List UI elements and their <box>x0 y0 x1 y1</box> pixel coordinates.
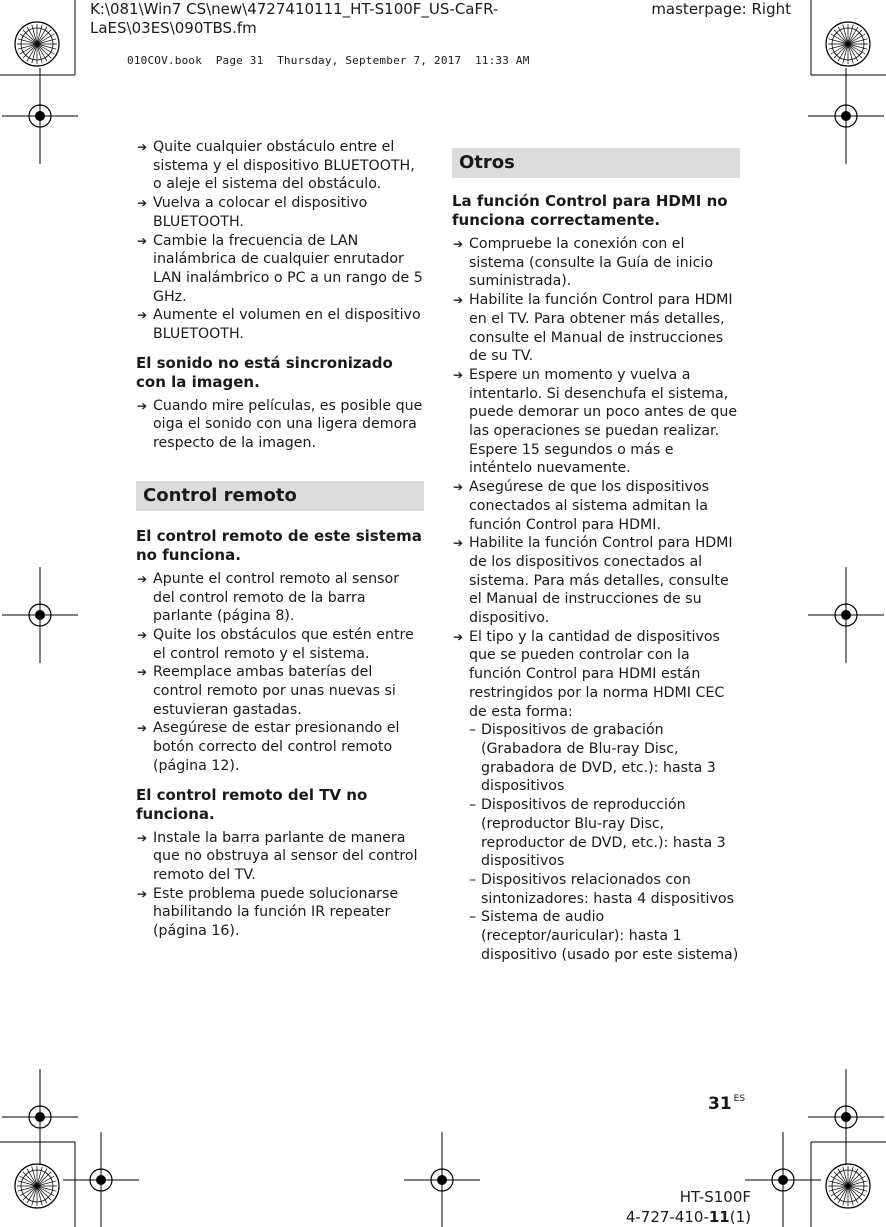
list-item <box>136 138 424 194</box>
list-item <box>469 796 740 871</box>
list-item <box>136 719 424 775</box>
footer-code <box>626 1207 751 1227</box>
list-item-text: Apunte el control remoto al sensor del control remoto de la barra parlante (página 8). <box>153 570 400 625</box>
section-title-otros: Otros <box>452 148 740 178</box>
hdmi-list <box>452 235 740 964</box>
sync-list <box>136 397 424 453</box>
list-item <box>136 829 424 885</box>
list-item-text: Instale la barra parlante de manera que no obstruya al sensor del control remoto del TV. <box>153 829 418 883</box>
list-item <box>469 871 740 908</box>
registration-crosshair-icon <box>2 1069 78 1165</box>
list-item <box>136 194 424 231</box>
registration-rosette-icon <box>826 22 870 66</box>
remote-heading-2: El control remoto del TV no funciona. <box>136 785 368 823</box>
list-item-text: Quite los obstáculos que estén entre el control remoto y el sistema. <box>153 626 414 662</box>
arrow-icon: ➔ <box>137 627 148 642</box>
remote-list-2 <box>136 829 424 941</box>
arrow-icon: ➔ <box>137 398 148 413</box>
list-item-text: Asegúrese de estar presionando el botón correcto del control remoto (página 12). <box>153 720 400 774</box>
list-item-text: Este problema puede solucionarse habilitando la función IR repeater (página 16). <box>153 885 399 940</box>
list-item-text: Sistema de audio (receptor/auricular): hasta 1 dispositivo (usado por este sistema) <box>481 909 739 963</box>
arrow-icon: ➔ <box>453 480 464 495</box>
arrow-icon: ➔ <box>137 571 148 586</box>
intro-list <box>136 138 424 344</box>
list-item <box>452 291 740 366</box>
header-masterpage: masterpage: Right <box>651 0 791 18</box>
list-item <box>452 235 740 291</box>
arrow-icon: ➔ <box>137 140 148 154</box>
list-item-text: Dispositivos de reproducción (reproductor Blu-ray Disc, reproductor de DVD, etc.): hasta 3 dispositivos <box>481 797 726 870</box>
list-item <box>452 534 740 628</box>
registration-rosette-icon <box>15 1164 59 1208</box>
arrow-icon: ➔ <box>453 293 464 308</box>
list-item-text: Dispositivos relacionados con sintonizadores: hasta 4 dispositivos <box>481 871 734 907</box>
registration-crosshair-icon <box>808 68 884 164</box>
left-column <box>136 138 424 941</box>
arrow-icon: ➔ <box>453 629 464 644</box>
sync-heading: El sonido no está sincronizado con la imagen. <box>136 353 393 391</box>
registration-rosette-icon <box>826 1164 870 1208</box>
footer-code-prefix: 4-727-410- <box>625 1208 709 1226</box>
registration-crosshair-icon <box>404 1132 480 1227</box>
remote-heading-1: El control remoto de este sistema no funciona. <box>136 526 422 564</box>
footer <box>626 1187 751 1227</box>
arrow-icon: ➔ <box>137 721 148 736</box>
registration-rosette-icon <box>15 22 59 66</box>
list-item-text: Habilite la función Control para HDMI en el TV. Para obtener más detalles, consulte el Manual de instrucciones de su TV. <box>469 292 733 365</box>
list-item <box>452 628 740 965</box>
right-column <box>452 138 740 964</box>
dash-bullet: – <box>469 797 477 814</box>
hdmi-heading: La función Control para HDMI no funciona correctamente. <box>452 192 728 229</box>
arrow-icon: ➔ <box>137 233 148 248</box>
arrow-icon: ➔ <box>137 830 148 845</box>
page-number-value: 31 <box>708 1094 732 1114</box>
list-item <box>469 721 740 796</box>
registration-crosshair-icon <box>808 567 884 663</box>
registration-crosshair-icon <box>2 68 78 164</box>
footer-code-suffix: (1) <box>729 1208 751 1226</box>
list-item-text: Compruebe la conexión con el sistema (consulte la Guía de inicio suministrada). <box>469 236 713 290</box>
list-item-text: Habilite la función Control para HDMI de los dispositivos conectados al sistema. Para más detalles, consulte el Manual de instrucciones de su dispositivo. <box>469 535 733 627</box>
list-item <box>452 478 740 534</box>
list-item-text: Vuelva a colocar el dispositivo BLUETOOTH. <box>153 195 368 230</box>
arrow-icon: ➔ <box>137 665 148 680</box>
arrow-icon: ➔ <box>137 886 148 901</box>
list-item-text: Asegúrese de que los dispositivos conectados al sistema admitan la función Control para HDMI. <box>469 479 710 533</box>
page-number-suffix: ES <box>733 1094 746 1104</box>
registration-crosshair-icon <box>63 1132 139 1227</box>
footer-model: HT-S100F <box>679 1188 751 1206</box>
dash-bullet: – <box>469 871 477 888</box>
list-item-text: Dispositivos de grabación (Grabadora de Blu-ray Disc, grabadora de DVD, etc.): hasta 3 dispositivos <box>481 722 716 795</box>
list-item <box>136 663 424 719</box>
registration-crosshair-icon <box>808 1069 884 1165</box>
list-item <box>136 626 424 663</box>
list-item-text: El tipo y la cantidad de dispositivos que se pueden controlar con la función Control para HDMI están restringidos por la norma HDMI CEC de esta forma: <box>469 628 725 720</box>
list-item <box>136 570 424 626</box>
list-item-text: Cuando mire películas, es posible que oiga el sonido con una ligera demora respecto de la imagen. <box>153 397 423 452</box>
registration-crosshair-icon <box>2 567 78 663</box>
list-item-text: Espere un momento y vuelva a intentarlo. Si desenchufa el sistema, puede demorar un poco antes de que las operaciones se puedan realizar. Espere 15 segundos o más e inténtelo nuevamente. <box>469 366 738 477</box>
list-item-text: Cambie la frecuencia de LAN inalámbrica de cualquier enrutador LAN inalámbrico o PC a un rango de 5 GHz. <box>153 232 423 305</box>
dash-bullet: – <box>469 909 477 926</box>
footer-code-bold: 11 <box>708 1208 730 1226</box>
arrow-icon: ➔ <box>453 536 464 551</box>
arrow-icon: ➔ <box>453 367 464 382</box>
cec-device-limits-list <box>469 721 740 964</box>
header-file-path: K:\081\Win7 CS\new\4727410111_HT-S100F_US-CaFR-LaES\03ES\090TBS.fm <box>90 0 499 37</box>
list-item <box>136 306 424 343</box>
list-item-text: Aumente el volumen en el dispositivo BLUETOOTH. <box>153 307 421 343</box>
list-item <box>136 885 424 941</box>
section-title-control-remoto: Control remoto <box>136 481 424 511</box>
list-item-text: Quite cualquier obstáculo entre el sistema y el dispositivo BLUETOOTH, o aleje el sistema del obstáculo. <box>153 139 415 193</box>
page-number <box>708 1094 745 1114</box>
arrow-icon: ➔ <box>453 237 464 251</box>
list-item <box>469 908 740 964</box>
list-item <box>136 232 424 307</box>
list-item <box>136 397 424 453</box>
arrow-icon: ➔ <box>137 196 148 211</box>
list-item <box>452 366 740 478</box>
arrow-icon: ➔ <box>137 308 148 323</box>
dash-bullet: – <box>469 722 477 739</box>
header-book-line: 010COV.book Page 31 Thursday, September 7, 2017 11:33 AM <box>127 54 530 67</box>
remote-list-1 <box>136 570 424 776</box>
list-item-text: Reemplace ambas baterías del control remoto por unas nuevas si estuvieran gastadas. <box>153 664 396 718</box>
registration-crosshair-icon <box>745 1132 821 1227</box>
